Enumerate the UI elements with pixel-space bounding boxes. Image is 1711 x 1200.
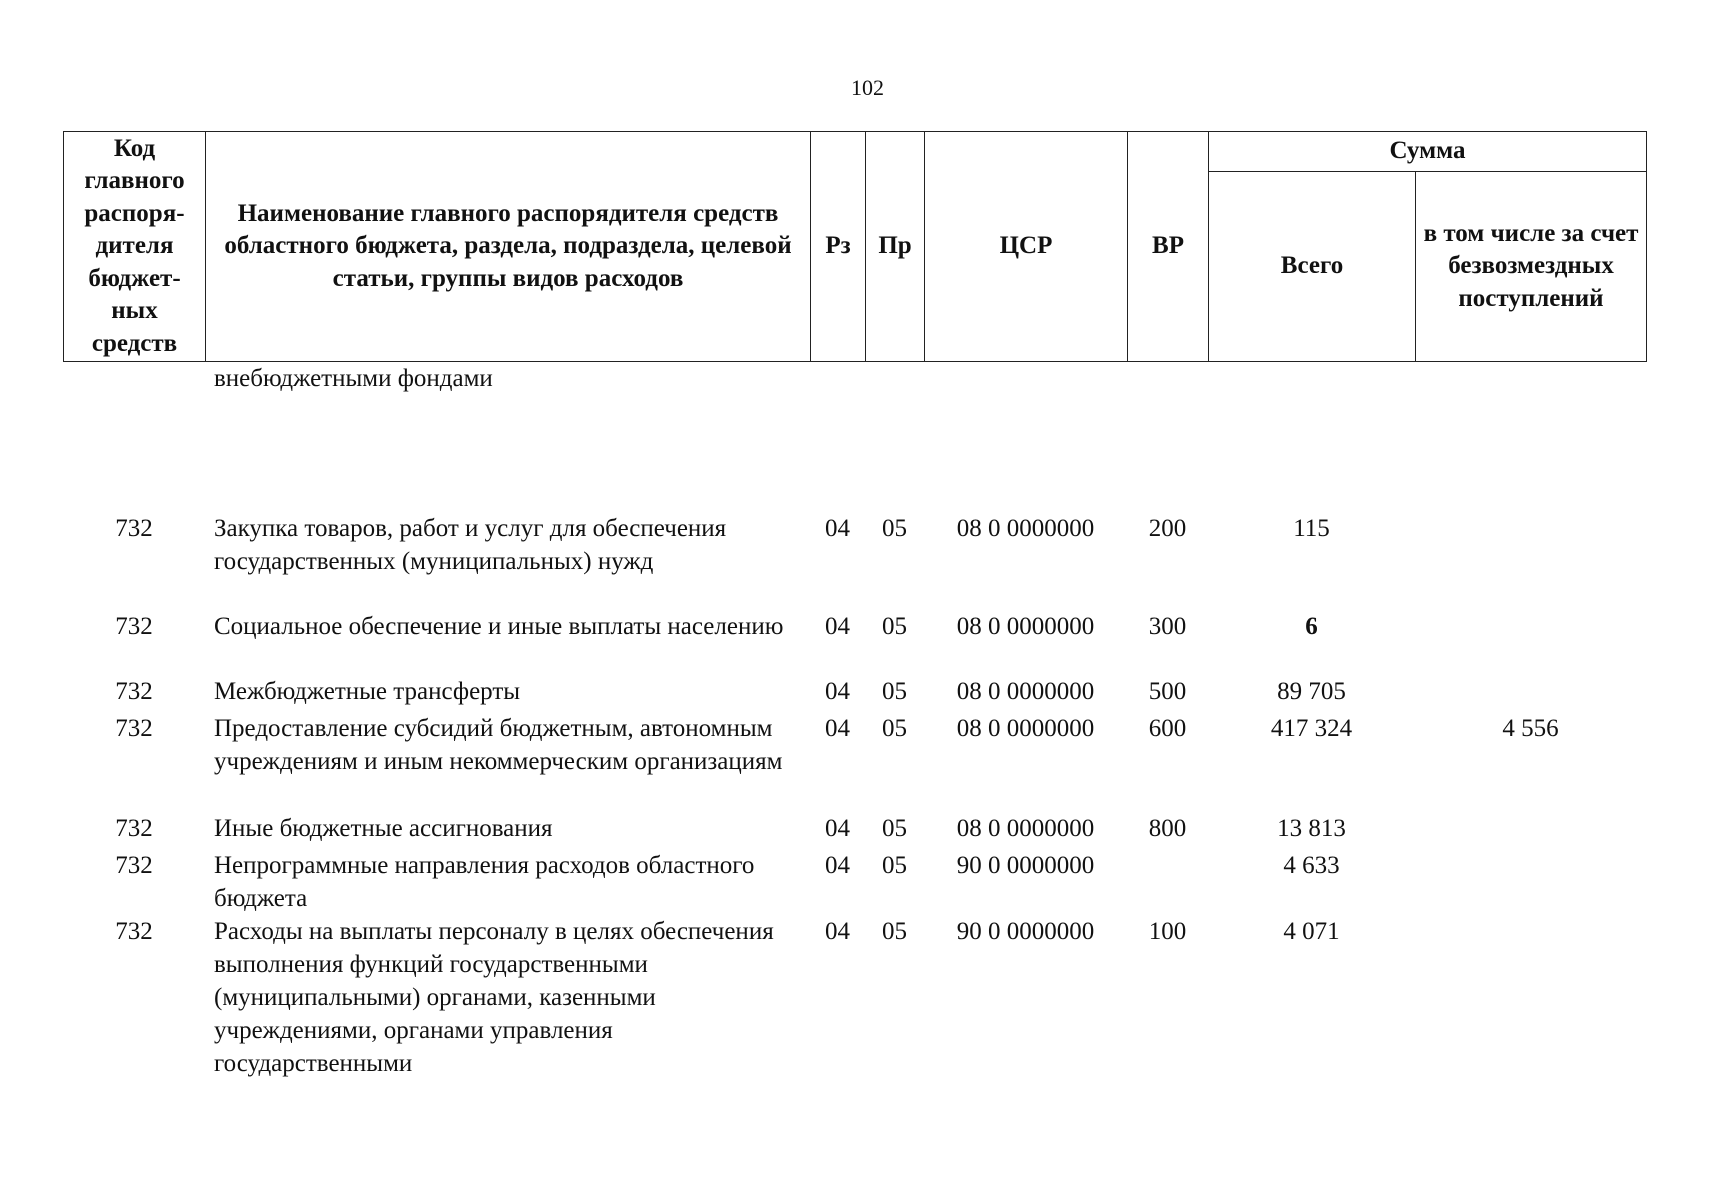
- header-code: Код главного распоря- дителя бюджет- ных средств: [64, 132, 206, 362]
- row-pr: 05: [882, 715, 907, 742]
- table-row: [63, 812, 1646, 849]
- row-name: Межбюджетные трансферты: [214, 678, 521, 705]
- row-csr: 08 0 0000000: [956, 678, 1095, 705]
- header-total: Всего: [1209, 172, 1416, 362]
- row-code: 732: [115, 678, 153, 705]
- row-vr: 100: [1148, 918, 1187, 945]
- row-csr: 90 0 0000000: [956, 852, 1095, 879]
- header-csr: ЦСР: [925, 132, 1128, 362]
- row-vr: 500: [1148, 678, 1187, 705]
- row-rz: 04: [825, 918, 850, 945]
- row-incl: [1415, 512, 1646, 610]
- row-pr: 05: [882, 613, 907, 640]
- header-sum: Сумма: [1209, 132, 1647, 172]
- row-pr: 05: [882, 852, 907, 879]
- row-code: 732: [115, 852, 153, 879]
- table-row: [63, 915, 1646, 1085]
- row-code: 732: [115, 918, 153, 945]
- row-vr: 200: [1148, 515, 1187, 542]
- header-incl: в том числе за счет безвозмездных поступлений: [1416, 172, 1647, 362]
- row-csr: 08 0 0000000: [956, 815, 1095, 842]
- table-row: [63, 675, 1646, 712]
- row-csr: 08 0 0000000: [956, 515, 1095, 542]
- row-incl: [1415, 812, 1646, 849]
- continuation-text: внебюджетными фондами: [214, 365, 493, 392]
- row-csr: 08 0 0000000: [956, 715, 1095, 742]
- row-name: Социальное обеспечение и иные выплаты населению: [214, 613, 784, 640]
- row-total: 89 705: [1277, 678, 1346, 705]
- table-row: [63, 712, 1646, 812]
- row-code: 732: [115, 613, 153, 640]
- row-rz: 04: [825, 515, 850, 542]
- row-total: 115: [1293, 515, 1330, 542]
- header-rz: Рз: [811, 132, 866, 362]
- row-vr: 800: [1148, 815, 1187, 842]
- row-name: Иные бюджетные ассигнования: [214, 815, 553, 842]
- row-code: 732: [115, 715, 153, 742]
- row-incl: [1415, 849, 1646, 915]
- row-incl: 4 556: [1502, 715, 1559, 742]
- row-incl: [1415, 675, 1646, 712]
- row-total: 417 324: [1270, 715, 1353, 742]
- row-name: Предоставление субсидий бюджетным, автономным учреждениям и иным некоммерческим организациям: [214, 715, 783, 775]
- row-pr: 05: [882, 678, 907, 705]
- row-csr: 90 0 0000000: [956, 918, 1095, 945]
- table-row: [63, 512, 1646, 610]
- row-rz: 04: [825, 852, 850, 879]
- row-rz: 04: [825, 715, 850, 742]
- table-row: [63, 849, 1646, 915]
- row-total: 4 633: [1283, 852, 1340, 879]
- row-code: 732: [115, 515, 153, 542]
- header-name: Наименование главного распорядителя средств областного бюджета, раздела, подраздела, целевой статьи, группы видов расходов: [206, 132, 811, 362]
- row-total: 4 071: [1283, 918, 1340, 945]
- row-csr: 08 0 0000000: [956, 613, 1095, 640]
- row-rz: 04: [825, 678, 850, 705]
- row-code: 732: [115, 815, 153, 842]
- row-incl: [1415, 610, 1646, 675]
- header-pr: Пр: [866, 132, 925, 362]
- row-pr: 05: [882, 515, 907, 542]
- row-vr: [1127, 849, 1208, 915]
- row-rz: 04: [825, 613, 850, 640]
- row-name: Непрограммные направления расходов областного бюджета: [214, 852, 755, 912]
- table-row: [63, 610, 1646, 675]
- row-vr: 600: [1148, 715, 1187, 742]
- table-body: [63, 362, 1646, 1085]
- row-vr: 300: [1148, 613, 1187, 640]
- row-name: Расходы на выплаты персоналу в целях обеспечения выполнения функций государственными (муниципальными) органами, казенными учреждениями, органами управления государственными: [214, 918, 774, 1077]
- table-header: [63, 131, 1647, 362]
- page-number: 102: [851, 75, 884, 100]
- row-total: 6: [1305, 613, 1318, 640]
- header-vr: ВР: [1128, 132, 1209, 362]
- row-incl: [1415, 915, 1646, 1085]
- row-pr: 05: [882, 918, 907, 945]
- continuation-row: [63, 362, 1646, 512]
- row-total: 13 813: [1277, 815, 1346, 842]
- row-pr: 05: [882, 815, 907, 842]
- row-name: Закупка товаров, работ и услуг для обеспечения государственных (муниципальных) нужд: [214, 515, 727, 575]
- row-rz: 04: [825, 815, 850, 842]
